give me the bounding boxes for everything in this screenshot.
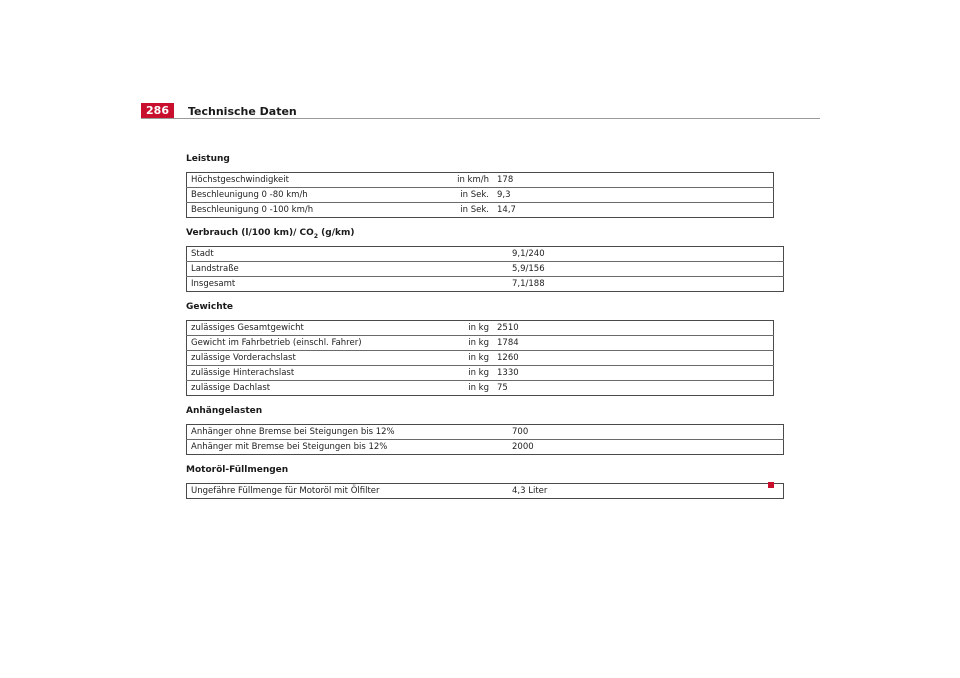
row-unit: in kg: [468, 383, 489, 393]
row-value: 5,9/156: [486, 262, 784, 277]
title-main: Verbrauch (l/100 km)/ CO: [186, 228, 314, 238]
row-label: Insgesamt: [191, 279, 236, 289]
row-label: zulässige Dachlast: [191, 383, 271, 393]
table-verbrauch: [186, 246, 784, 292]
row-value: 1330: [493, 366, 774, 381]
table-row: [187, 247, 784, 262]
row-label: Höchstgeschwindigkeit: [187, 173, 426, 188]
row-label: zulässige Hinterachslast: [187, 366, 426, 381]
row-value: 700: [486, 425, 784, 440]
row-unit: in kg: [425, 351, 493, 366]
section-title-gewichte: Gewichte: [186, 302, 234, 312]
row-unit: in kg: [425, 366, 493, 381]
row-label: Landstraße: [187, 262, 487, 277]
row-value: 2000: [512, 442, 534, 452]
row-value: 1260: [493, 351, 774, 366]
row-label: zulässige Vorderachslast: [187, 351, 426, 366]
section-title-verbrauch: [186, 226, 766, 240]
section-end-marker: [768, 482, 774, 488]
row-value: 2510: [493, 321, 774, 336]
title-tail: (g/km): [318, 228, 355, 238]
row-label: Gewicht im Fahrbetrieb (einschl. Fahrer): [187, 336, 426, 351]
row-value: 9,1/240: [486, 247, 784, 262]
table-gewichte: [186, 320, 774, 396]
table-row: [187, 381, 774, 396]
table-row: [187, 203, 774, 218]
table-row: [187, 351, 774, 366]
row-value: 7,1/188: [512, 279, 545, 289]
row-label: Ungefähre Füllmenge für Motoröl mit Ölfilter: [191, 486, 380, 496]
page-title: Technische Daten: [188, 105, 297, 118]
section-title-anhaengelasten: Anhängelasten: [186, 406, 263, 416]
table-row: [187, 484, 784, 499]
row-label: Anhänger mit Bremse bei Steigungen bis 12%: [191, 442, 388, 452]
section-title-leistung: Leistung: [186, 154, 230, 164]
table-row: [187, 366, 774, 381]
table-leistung: [186, 172, 774, 218]
header-divider: [141, 118, 820, 119]
row-label: zulässiges Gesamtgewicht: [187, 321, 426, 336]
row-unit: in kg: [425, 321, 493, 336]
table-row: [187, 262, 784, 277]
row-label: Stadt: [187, 247, 487, 262]
row-label: Beschleunigung 0 -100 km/h: [191, 205, 314, 215]
title-subscript: 2: [313, 232, 318, 240]
table-motoroel: [186, 483, 784, 499]
table-row: [187, 440, 784, 455]
row-unit: in Sek.: [460, 205, 489, 215]
section-title-motoroel: Motoröl-Füllmengen: [186, 465, 289, 475]
row-unit: in kg: [425, 336, 493, 351]
table-row: [187, 188, 774, 203]
row-value: 4,3 Liter: [512, 486, 548, 496]
row-unit: in Sek.: [425, 188, 493, 203]
row-value: 178: [493, 173, 774, 188]
content-area: [186, 152, 766, 507]
row-unit: in km/h: [425, 173, 493, 188]
row-label: Anhänger ohne Bremse bei Steigungen bis 12%: [187, 425, 487, 440]
row-value: 9,3: [493, 188, 774, 203]
row-label: Beschleunigung 0 -80 km/h: [187, 188, 426, 203]
row-value: 75: [497, 383, 508, 393]
page-number: 286: [141, 103, 174, 119]
table-row: [187, 336, 774, 351]
table-row: [187, 321, 774, 336]
table-row: [187, 277, 784, 292]
row-value: 1784: [493, 336, 774, 351]
table-anhaengelasten: [186, 424, 784, 455]
row-value: 14,7: [497, 205, 516, 215]
table-row: [187, 173, 774, 188]
table-row: [187, 425, 784, 440]
